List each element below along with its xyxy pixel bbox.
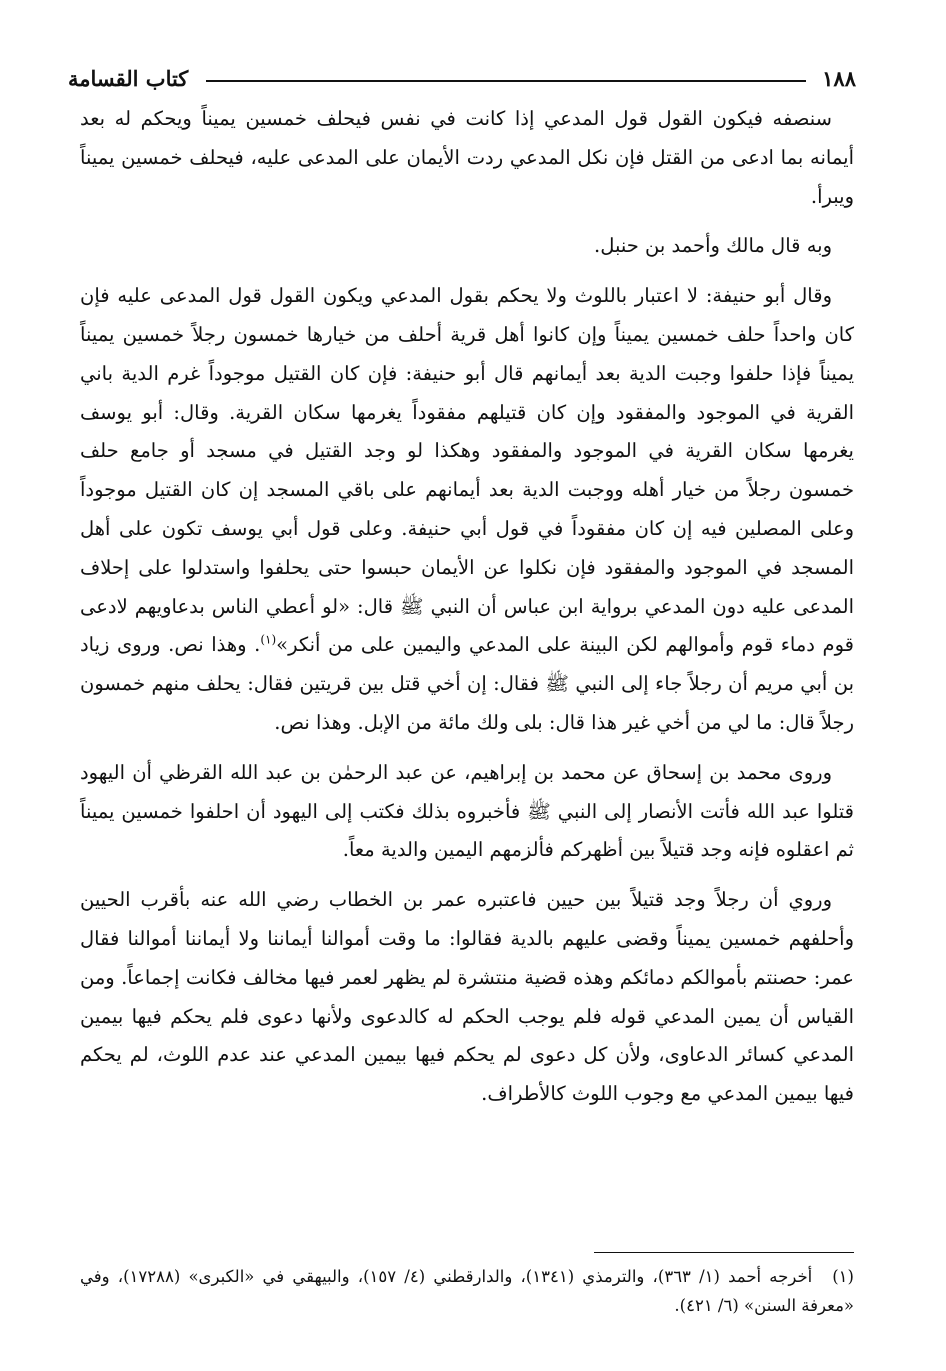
- paragraph-3: [80, 277, 854, 743]
- paragraph-3-text: وقال أبو حنيفة: لا اعتبار باللوث ولا يحكم بقول المدعي ويكون القول قول المدعى عليه فإن كان واحداً حلف خمسين يميناً وإن كانوا أهل قرية أحلف من خيارها خمسون رجلاً خمسين يميناً يميناً فإذا حلفوا وجبت الدية بعد أيمانهم قال أبو حنيفة: فإن كان القتيل موجوداً غرم الدية باني القرية في الموجود والمفقود وإن كان قتيلهم مفقوداً يغرمها سكان القرية. وقال: أبو يوسف يغرمها سكان القرية في الموجود والمفقود وهكذا لو وجد القتيل في مسجد أو جامع حلف خمسون رجلاً من خيار أهله ووجبت الدية بعد أيمانهم على باقي المسجد إن كان القتيل موجوداً وعلى المصلين فيه إن كان مفقوداً في قول أبي حنيفة. وعلى قول أبي يوسف تكون على أهل المسجد في الموجود والمفقود فإن نكلوا عن الأيمان حبسوا حتى يحلفوا واستدلوا على إحلاف المدعى عليه دون المدعي برواية ابن عباس أن النبي ﷺ قال: «لو أعطي الناس بدعاويهم لادعى قوم دماء قوم وأموالهم لكن البينة على المدعي واليمين على من أنكر»: [80, 284, 854, 657]
- header-rule: [206, 80, 806, 82]
- paragraph-2: وبه قال مالك وأحمد بن حنبل.: [594, 234, 832, 258]
- chapter-title: كتاب القسامة: [68, 65, 189, 91]
- footnote-text: أخرجه أحمد (١/ ٣٦٣)، والترمذي (١٣٤١)، والدارقطني (٤/ ١٥٧)، والبيهقي في «الكبرى» (١٧٢٨٨)، وفي «معرفة السنن» (٦/ ٤٢١).: [80, 1267, 854, 1315]
- footnote-number: (١): [832, 1267, 854, 1286]
- footnote-separator: [594, 1252, 854, 1253]
- paragraph-3-tail: . وهذا نص. وروى زياد بن أبي مريم أن رجلاً جاء إلى النبي ﷺ فقال: إن أخي قتل بين قريتين فقال: يحلف منهم خمسون رجلاً قال: ما لي من أخي غير هذا قال: بلى ولك مائة من الإبل. وهذا نص.: [80, 633, 854, 734]
- page-number: ١٨٨: [822, 65, 856, 91]
- paragraph-4: وروى محمد بن إسحاق عن محمد بن إبراهيم، عن عبد الرحمٰن بن عبد الله القرظي أن اليهود قتلوا عبد الله فأتت الأنصار إلى النبي ﷺ فأخبروه بذلك فكتب إلى اليهود أن احلفوا خمسين يميناً ثم اعقلوه فإنه وجد قتيلاً بين أظهركم فألزمهم اليمين والدية معاً.: [80, 760, 854, 862]
- running-header: [68, 58, 856, 98]
- paragraph-1: سنصفه فيكون القول قول المدعي إذا كانت في نفس فيحلف خمسين يميناً ويحكم له بعد أيمانه بما ادعى من القتل فإن نكل المدعي ردت الأيمان على المدعى عليه، فيحلف خمسين يميناً ويبرأ.: [80, 107, 854, 208]
- paragraph-5: وروي أن رجلاً وجد قتيلاً بين حيين فاعتبره عمر بن الخطاب رضي الله عنه بأقرب الحيين وأحلفهم خمسين يميناً وقضى عليهم بالدية فقالوا: ما وقت أموالنا أيماننا ولا أيماننا أموالنا فقال عمر: حصنتم بأموالكم دمائكم وهذه قضية منتشرة لم يظهر لعمر فيها مخالف فكانت إجماعاً. ومن القياس أن يمين المدعي قوله فلم يوجب الحكم له كالدعوى ولأنها دعوى فلم يحكم فيها بيمين المدعي كسائر الدعاوى، ولأن كل دعوى لم يحكم فيها بيمين المدعي عند عدم اللوث، لم يحكم فيها بيمين المدعي مع وجوب اللوث كالأطراف.: [80, 888, 854, 1106]
- main-text: [80, 100, 854, 1125]
- footnote-reference: (١): [260, 632, 277, 647]
- footnote: [80, 1262, 854, 1320]
